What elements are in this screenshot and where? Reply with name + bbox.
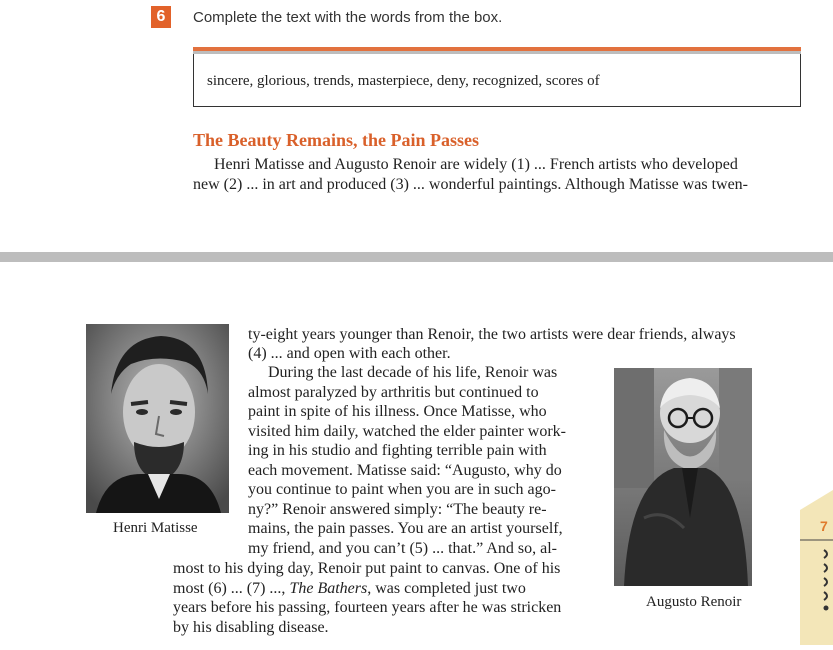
matisse-caption: Henri Matisse xyxy=(113,520,198,536)
article-line: During the last decade of his life, Renoir was xyxy=(268,364,558,381)
renoir-caption: Augusto Renoir xyxy=(646,594,742,610)
article-line xyxy=(173,580,526,598)
word-box-words: sincere, glorious, trends, masterpiece, deny, recognized, scores of xyxy=(207,73,600,89)
article-line: almost paralyzed by arthritis but continued to xyxy=(248,384,539,401)
article-line: new (2) ... in art and produced (3) ... wonderful paintings. Although Matisse was twen- xyxy=(193,176,748,193)
article-line: each movement. Matisse said: “Augusto, why do xyxy=(248,462,562,479)
renoir-portrait-photo xyxy=(614,368,752,586)
article-line: you continue to paint when you are in such ago- xyxy=(248,481,556,498)
article-line-part: most (6) ... (7) ..., xyxy=(173,580,290,597)
article-line: mains, the pain passes. You are an artist yourself, xyxy=(248,520,563,537)
article-line: years before his passing, fourteen years after he was stricken xyxy=(173,599,562,616)
article-line: ing in his studio and fighting terrible pain with xyxy=(248,442,547,459)
exercise-instruction: Complete the text with the words from the box. xyxy=(193,9,503,26)
article-line: most to his dying day, Renoir put paint to canvas. One of his xyxy=(173,560,561,577)
page-divider xyxy=(0,252,833,262)
article-line: (4) ... and open with each other. xyxy=(248,345,451,362)
article-line: my friend, and you can’t (5) ... that.” And so, al- xyxy=(248,540,557,557)
article-line-part: , was completed just two xyxy=(367,580,526,597)
exercise-number: 6 xyxy=(151,6,171,28)
article-line: Henri Matisse and Augusto Renoir are widely (1) ... French artists who developed xyxy=(214,156,738,173)
next-page-edge xyxy=(800,490,833,645)
article-line: ny?” Renoir answered simply: “The beauty re- xyxy=(248,501,547,518)
article-line: ty-eight years younger than Renoir, the two artists were dear friends, always xyxy=(248,326,736,343)
article-line: visited him daily, watched the elder painter work- xyxy=(248,423,566,440)
painting-title: The Bathers xyxy=(289,580,368,597)
next-page-number: 7 xyxy=(820,518,828,534)
matisse-portrait-photo xyxy=(86,324,229,513)
article-line: paint in spite of his illness. Once Matisse, who xyxy=(248,403,547,420)
article-title: The Beauty Remains, the Pain Passes xyxy=(193,130,480,150)
article-line: by his disabling disease. xyxy=(173,619,329,636)
